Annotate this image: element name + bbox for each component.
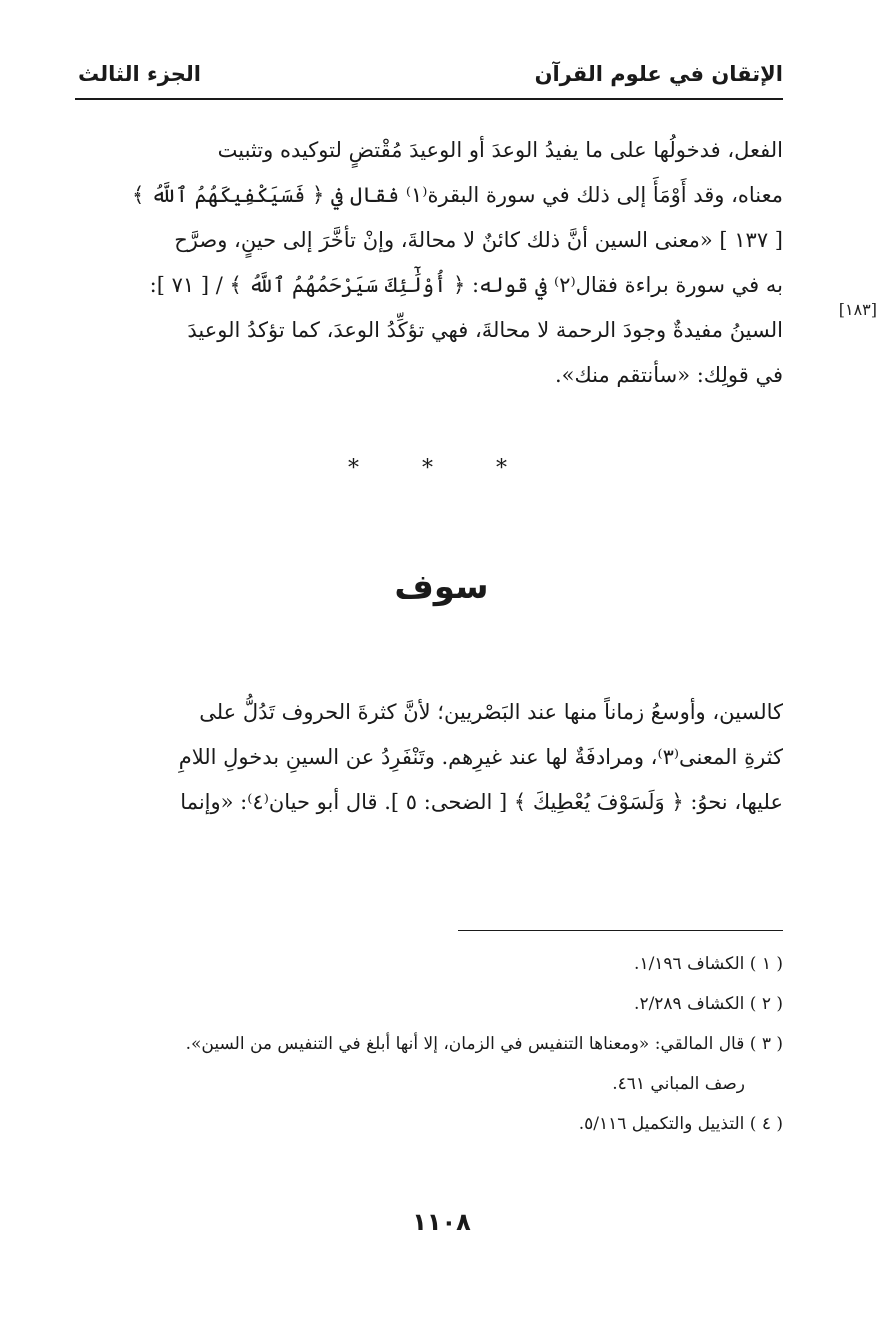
- text-line: السينُ مفيدةٌ وجودَ الرحمة لا محالةَ، فهي تؤكِّدُ الوعدَ، كما تؤكدُ الوعيدَ: [187, 318, 783, 342]
- text-line: في قولِك: «سأنتقم منك».: [554, 363, 783, 387]
- header-rule: [75, 98, 783, 100]
- text-line: عليها، نحوُ: ﴿ وَلَسَوْفَ يُعْطِيكَ ﴾ [ الضحى: ٥ ]. قال أبو حيان⁽٤⁾: «وإنما: [180, 790, 783, 814]
- book-title: الإتقان في علوم القرآن: [534, 62, 783, 86]
- text-line: معناه، وقد أَوْمَأَ إلى ذلك في سورة البقرة⁽١⁾ فقال في ﴿ فَسَيَكْفِيكَهُمُ ٱللَّهُ ﴾: [132, 183, 783, 207]
- volume-label: الجزء الثالث: [78, 62, 201, 86]
- footnote-1: ( ١ ) الكشاف ١/١٩٦.: [634, 954, 783, 974]
- footnote-rule: [458, 930, 783, 931]
- footnote-3: ( ٣ ) قال المالقي: «ومعناها التنفيس في الزمان، إلا أنها أبلغ في التنفيس من السين».: [185, 1034, 783, 1054]
- section-separator: * * *: [348, 456, 535, 481]
- page-number: ١١٠٨: [412, 1208, 471, 1236]
- footnote-3-continuation: رصف المباني ٤٦١.: [612, 1074, 745, 1094]
- text-line: الفعل، فدخولُها على ما يفيدُ الوعدَ أو الوعيدَ مُقْتضٍ لتوكيده وتثبيت: [217, 138, 783, 162]
- text-line: به في سورة براءة فقال⁽٢⁾ في قوله: ﴿ أُوْلَٰٓئِكَ سَيَرْحَمُهُمُ ٱللَّهُ ﴾ / [ ٧١ ]:: [149, 273, 783, 297]
- margin-reference: [١٨٣]: [838, 300, 877, 319]
- section-heading: سوف: [394, 567, 489, 607]
- running-header: [78, 56, 783, 92]
- footnote-2: ( ٢ ) الكشاف ٢/٢٨٩.: [634, 994, 783, 1014]
- text-line: [ ١٣٧ ] «معنى السين أنَّ ذلك كائنٌ لا محالةَ، وإنْ تأخَّرَ إلى حينٍ، وصرَّح: [174, 228, 783, 252]
- text-line: كالسين، وأوسعُ زماناً منها عند البَصْريين؛ لأنَّ كثرةَ الحروف تَدُلُّ على: [199, 700, 783, 724]
- text-line: كثرةِ المعنى⁽٣⁾، ومرادفَةٌ لها عند غيرِهم. وتَنْفَرِدُ عن السينِ بدخولِ اللامِ: [178, 745, 783, 769]
- footnotes: [78, 944, 783, 1144]
- footnote-4: ( ٤ ) التذييل والتكميل ٥/١١٦.: [578, 1114, 783, 1134]
- paragraph-sin-continuation: [78, 128, 783, 398]
- paragraph-sawfa: [78, 690, 783, 825]
